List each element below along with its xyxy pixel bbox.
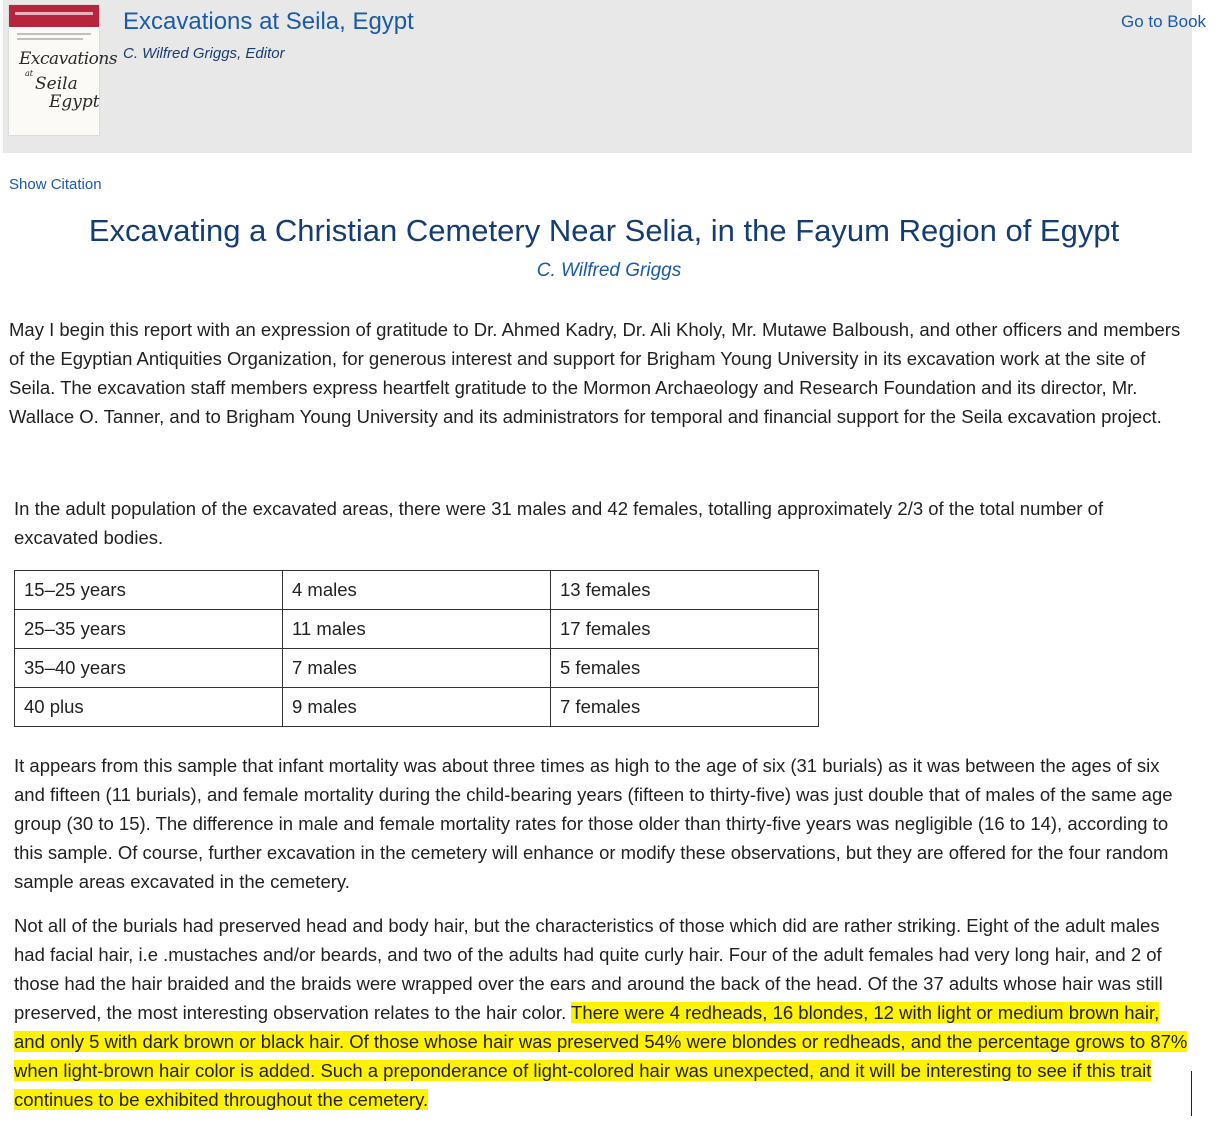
- table-row: [15, 610, 819, 649]
- cover-title-word: Excavations: [19, 49, 118, 69]
- table-cell-females: 5 females: [551, 649, 819, 688]
- cover-title-script: [19, 49, 118, 112]
- body-paragraph: It appears from this sample that infant mortality was about three times as high to the age of six (31 burials) as it was between the ages of six and fifteen (11 burials), and female mortality during the child-bearing years (fifteen to thirty-five) was just double that of males of the same age group (30 to 15). The difference in male and female mortality rates for those older than thirty-five years was negligible (16 to 14), according to this sample. Of course, further excavation in the cemetery will enhance or modify these observations, but they are offered for the four random sample areas excavated in the cemetery.: [14, 755, 1173, 892]
- editor-role: , Editor: [237, 45, 285, 62]
- table-cell-males: 7 males: [283, 649, 551, 688]
- table-row: [15, 688, 819, 727]
- body-paragraph: May I begin this report with an expression of gratitude to Dr. Ahmed Kadry, Dr. Ali Kholy, Mr. Mutawe Balboush, and other officers and members of the Egyptian Antiquities Organization, for generous interest and support for Brigham Young University in its excavation work at the site of Seila. The excavation staff members express heartfelt gratitude to the Mormon Archaeology and Research Foundation and its director, Mr. Wallace O. Tanner, and to Brigham Young University and its administrators for temporal and financial support for the Seila excavation project.: [9, 319, 1181, 427]
- table-cell-age: 35–40 years: [15, 649, 283, 688]
- cover-title-word: at: [25, 69, 33, 78]
- cover-title-word: Egypt: [49, 92, 100, 112]
- editor-name-link[interactable]: C. Wilfred Griggs: [123, 45, 238, 62]
- highlighted-text[interactable]: There were 4 redheads, 16 blondes, 12 with light or medium brown hair, and only 5 with dark brown or black hair. Of those whose hair was preserved 54% were blondes or redheads, and the percentage grows to 87% when light-brown hair color is added. Such a preponderance of light-colored hair was unexpected, and it will be interesting to see if this trait continues to be exhibited throughout the cemetery.: [14, 1002, 1188, 1110]
- cover-author-line: [17, 38, 83, 40]
- book-editor: [123, 45, 285, 62]
- body-paragraph: In the adult population of the excavated areas, there were 31 males and 42 females, totalling approximately 2/3 of the total number of excavated bodies.: [14, 498, 1104, 548]
- book-header: [3, 0, 1207, 153]
- cover-author-line: [17, 33, 91, 35]
- show-citation-link[interactable]: Show Citation: [9, 176, 102, 193]
- age-distribution-table: [14, 570, 819, 727]
- table-cell-males: 4 males: [283, 571, 551, 610]
- go-to-book-link[interactable]: Go to Book: [1121, 12, 1207, 31]
- table-cell-age: 15–25 years: [15, 571, 283, 610]
- cover-title-word: Seila: [35, 74, 78, 94]
- table-row: [15, 571, 819, 610]
- book-title-link[interactable]: Excavations at Seila, Egypt: [123, 8, 414, 35]
- table-cell-females: 13 females: [551, 571, 819, 610]
- body-paragraph: [14, 911, 1194, 1114]
- book-cover-thumbnail[interactable]: [9, 5, 118, 135]
- table-cell-females: 17 females: [551, 610, 819, 649]
- table-cell-age: 40 plus: [15, 688, 283, 727]
- table-cell-females: 7 females: [551, 688, 819, 727]
- table-row: [15, 649, 819, 688]
- paragraph-text: Not all of the burials had preserved head and body hair, but the characteristics of those which did are rather striking. Eight of the adult males had facial hair, i.e .mustaches and/or beards, and two of the adults had quite curly hair. Four of the adult females had very long hair, and 2 of those had the hair braided and the braids were wrapped over the ears and around the back of the head. Of the 37 adults whose hair was still preserved, the most interesting observation relates to the hair color.: [14, 915, 1163, 1023]
- chapter-author-link[interactable]: C. Wilfred Griggs: [536, 260, 682, 281]
- table-cell-males: 9 males: [283, 688, 551, 727]
- chapter-title: Excavating a Christian Cemetery Near Selia, in the Fayum Region of Egypt: [88, 213, 1120, 248]
- table-cell-age: 25–35 years: [15, 610, 283, 649]
- cover-band-text: [15, 12, 93, 15]
- cover-band: [9, 5, 99, 27]
- text-cursor: [1191, 1071, 1192, 1116]
- table-cell-males: 11 males: [283, 610, 551, 649]
